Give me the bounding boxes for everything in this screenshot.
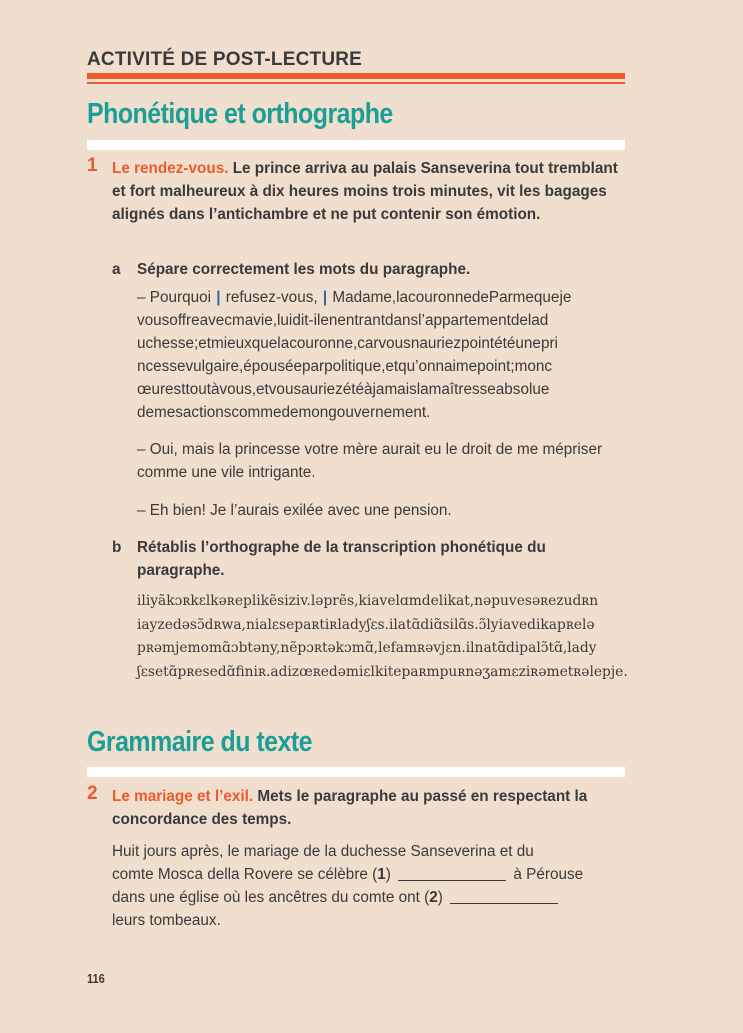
title-underbar [87,767,625,777]
text-fragment: dans une église où les ancêtres du comte ont ( [112,889,430,906]
text-fragment: à Pérouse [509,866,584,883]
exercise-prompt [112,157,632,226]
blank-number: 1 [377,866,386,883]
title-underbar [87,140,625,150]
header-rule-thin [87,82,625,84]
paragraph-line: vousoffreavecmavie,luidit-ilenentrantdansl’appartementdelad [137,312,549,329]
paragraph-line: ncessevulgaire,épouséeparpolitique,etqu’onnaimepoint;monc [137,358,552,375]
word-separator-mark: | [216,289,221,306]
text-fragment: comte Mosca della Rovere se célèbre ( [112,866,378,883]
phonetic-line: pʀəmjemomɑ̃ɔbtəny,nẽpɔʀtəkɔmɑ̃,lefamʀəvjεn.ilnatɑ̃dipalɔ̃tɑ̃,lady [137,640,597,656]
dialogue-line: – Eh bien! Je l’aurais exilée avec une pension. [137,502,452,519]
exercise-prompt [112,785,632,831]
unspaced-paragraph [137,286,632,424]
text-fragment: ) [437,889,448,906]
exercise-lead: Le rendez-vous. [112,160,229,177]
body-line [112,886,627,909]
text-fragment: – Pourquoi [137,289,216,306]
body-line [112,863,627,886]
paragraph-line: uchesse;etmieuxquelacouronne,carvousnauriezpointétéunepri [137,335,558,352]
text-fragment: Madame,lacouronnedeParmequeje [328,289,572,306]
paragraph-line [137,286,632,309]
part-letter-b: b [112,539,122,556]
word-separator-mark: | [322,289,328,306]
exercise-body [112,840,627,932]
phonetic-transcription [137,590,627,684]
phonetic-line: iliyãkɔʀkɛlkəʀeplikẽsiziv.ləprẽs,kiavelɑmdelikat,nəpuvesəʀezudʀn [137,593,599,609]
part-a-instruction: Sépare correctement les mots du paragraphe. [137,261,471,278]
exercise-lead: Le mariage et l’exil. [112,788,254,805]
header-rule [87,73,625,79]
answer-blank-1[interactable] [398,866,506,881]
paragraph-line: demesactionscommedemongouvernement. [137,404,431,421]
section-title-grammaire: Grammaire du texte [87,726,312,758]
text-fragment: ) [385,866,396,883]
part-letter-a: a [112,261,121,278]
phonetic-line: iayzedəsɔ̃dʀwa,nialεsepaʀtiʀladyʃεs.ilatɑ̃diɑ̃silɑ̃s.ɔ̃lyiavedikapʀelə [137,616,595,633]
exercise-number: 1 [87,155,98,176]
exercise-text: Mets le paragraphe au passé en respectant la concordance des temps. [112,788,588,828]
exercise-text: Le prince arriva au palais Sanseverina tout tremblant et fort malheureux à dix heures moins trois minutes, vit les bagages alignés dans l’antichambre et ne put contenir son émotion. [112,160,618,223]
answer-blank-2[interactable] [450,889,558,904]
dialogue-line: – Oui, mais la princesse votre mère aurait eu le droit de me mépriser comme une vile intrigante. [137,441,603,481]
section-title-phonetique: Phonétique et orthographe [87,98,393,130]
paragraph-line: œuresttoutàvous,etvousauriezétéàjamaislamaîtresseabsolue [137,381,550,398]
page-number: 116 [87,971,105,986]
blank-number: 2 [429,889,438,906]
text-fragment: refusez-vous, [221,289,322,306]
body-line: leurs tombeaux. [112,912,221,929]
section-label: ACTIVITÉ DE POST-LECTURE [87,49,363,70]
exercise-number: 2 [87,783,98,804]
phonetic-line: ʃεsetɑ̃pʀesedɑ̃finiʀ.adizœʀedəmiεlkitepaʀmpuʀnəʒamεziʀəmetʀəlepje. [137,663,628,680]
body-line: Huit jours après, le mariage de la duchesse Sanseverina et du [112,843,534,860]
part-b-instruction: Rétablis l’orthographe de la transcription phonétique du paragraphe. [137,539,546,579]
